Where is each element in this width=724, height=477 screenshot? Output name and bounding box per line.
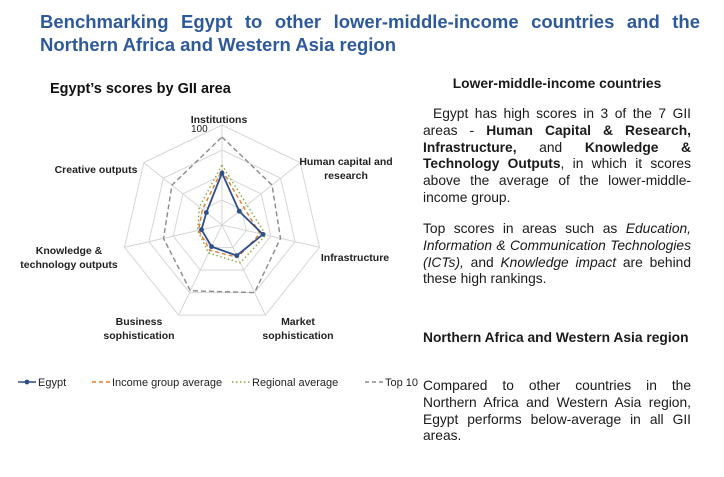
axis-label-human-capital: Human capital and [299,156,393,168]
chart-title: Egypt’s scores by GII area [50,81,231,97]
para2-run: Knowledge impact [500,254,617,270]
axis-label-creative: Creative outputs [54,164,138,176]
axis-label-institutions: Institutions [190,114,248,126]
section-heading-lower-middle-income: Lower-middle-income countries [452,76,662,91]
page-title: Benchmarking Egypt to other lower-middle-income countries and the Northern Africa and Western Asia region [40,11,700,55]
axis-label-infrastructure: Infrastructure [320,252,390,264]
para1-run: Egypt has high scores in 3 of the 7 GII areas - [423,106,691,138]
legend-marker-egypt [25,380,30,385]
para1-run: Knowledge & Technology Outputs [423,139,692,172]
paragraph-region-comparison: Compared to other countries in the Northern Africa and Western Asia region, Egypt performs below-average in all GII areas. [423,378,691,444]
para1-run: Human Capital & Research, Infrastructure, [423,122,691,155]
egypt-data-point [204,210,209,215]
para1-run: , in which it scores above the average of the lower-middle-income group. [423,156,691,205]
legend-label-income-group-average: Income group average [112,377,223,389]
para2-run: Education, Information & Communication Technologies (ICTs), [423,221,691,270]
axis-label-knowledge: technology outputs [20,259,118,271]
scale-max-label: 100 [191,124,208,135]
radar-chart [0,100,420,400]
radar-spoke-infrastructure [222,225,319,247]
axis-label-market: sophistication [262,330,334,342]
radar-spoke-human-capital [222,163,300,225]
axis-label-knowledge: Knowledge & [35,245,103,257]
para2-run: Top scores in areas such as [423,221,626,236]
legend-label-top-10: Top 10 [385,377,419,389]
axis-label-human-capital: research [324,170,368,182]
legend-label-regional-average: Regional average [252,377,339,389]
axis-label-business: sophistication [103,330,175,342]
paragraph-lower-middle-income-scores [423,106,691,207]
section-heading-region: Northern Africa and Western Asia region [423,330,689,345]
axis-label-market: Market [281,316,315,328]
radar-spoke-knowledge [125,225,222,247]
egypt-data-point [209,244,214,249]
para2-run: and [463,254,501,270]
egypt-data-point [237,209,242,214]
egypt-data-point [261,232,266,237]
egypt-data-point [199,227,204,232]
egypt-data-point [234,253,239,258]
series-line-egypt [202,173,263,256]
paragraph-top-scores [423,221,691,288]
legend-label-egypt: Egypt [38,377,67,389]
para2-run: are behind these high rankings. [423,254,691,287]
para1-run: and [516,139,585,155]
egypt-data-point [220,171,225,176]
axis-label-business: Business [115,316,163,328]
